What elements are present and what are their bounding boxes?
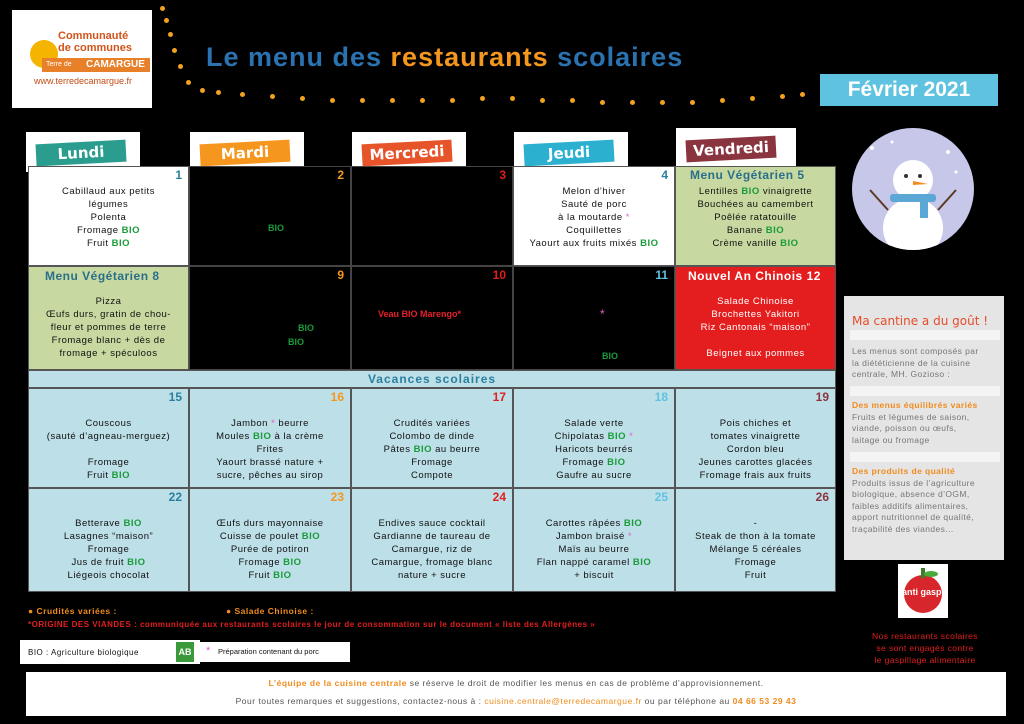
cell-fri-5: Menu Végétarien 5 Lentilles BIO vinaigrette Bouchées au camembert Poêlée ratatouille Banane BIO Crème vanille BIO: [675, 166, 836, 266]
dot: [186, 80, 191, 85]
header-lundi: Lundi: [26, 132, 140, 172]
dot: [172, 48, 177, 53]
dot: [300, 96, 305, 101]
header-mercredi: Mercredi: [352, 132, 466, 172]
snowman-icon: [852, 128, 974, 250]
legend-bio: BIO : Agriculture biologique AB: [20, 640, 200, 664]
menu-line: Salade Chinoise: [717, 296, 794, 307]
menu-line: Yaourt aux fruits mixés BIO: [529, 238, 659, 249]
logo-band: Terre de CAMARGUE: [42, 58, 150, 72]
header-vendredi: Vendredi: [676, 128, 796, 168]
cell-wed-24: 24 Endives sauce cocktail Gardianne de taureau de Camargue, riz de Camargue, fromage blanc nature + sucre: [351, 488, 513, 592]
menu-line: + biscuit: [574, 570, 614, 581]
dot: [540, 98, 545, 103]
cell-tue-16: 16 Jambon * beurre Moules BIO à la crème Frites Yaourt brassé nature + sucre, pêches au sirop: [189, 388, 351, 488]
dot: [216, 90, 221, 95]
dot: [800, 92, 805, 97]
ab-logo-icon: AB: [176, 642, 194, 662]
menu-line: Fruit BIO: [248, 570, 292, 581]
dot: [720, 98, 725, 103]
menu-line: Sauté de porc: [561, 199, 627, 210]
cell-mon-1: 1 Cabillaud aux petits légumes Polenta Fromage BIO Fruit BIO: [28, 166, 189, 266]
menu-line: Frites: [256, 444, 284, 455]
sidebar-title: Ma cantine a du goût !: [852, 314, 989, 328]
menu-line: Colombo de dinde: [389, 431, 475, 442]
menu-line: Fromage blanc + dès de: [51, 335, 166, 346]
menu-line: Camargue, riz de: [391, 544, 473, 555]
menu-line: Œufs durs mayonnaise: [216, 518, 324, 529]
anti-gaspi-logo: anti gaspi: [898, 564, 948, 618]
dot: [780, 94, 785, 99]
cell-thu-11: 11 * BIO: [513, 266, 675, 370]
cell-tue-2: 2 BIO: [189, 166, 351, 266]
menu-line: Banane BIO: [726, 225, 785, 236]
dot: [510, 96, 515, 101]
cell-thu-25: 25 Carottes râpées BIO Jambon braisé * Maïs au beurre Flan nappé caramel BIO + biscuit: [513, 488, 675, 592]
header-jeudi: Jeudi: [514, 132, 628, 172]
menu-line: Fromage frais aux fruits: [699, 470, 812, 481]
dot: [360, 98, 365, 103]
info-sidebar: [844, 296, 1004, 560]
menu-line: Steak de thon à la tomate: [695, 531, 816, 542]
menu-line: Cabillaud aux petits: [62, 186, 155, 197]
menu-line: Haricots beurrés: [555, 444, 633, 455]
email-link[interactable]: cuisine.centrale@terredecamargue.fr: [484, 696, 642, 706]
dot: [240, 92, 245, 97]
menu-line: Beignet aux pommes: [706, 348, 805, 359]
menu-line: Pâtes BIO au beurre: [383, 444, 481, 455]
dot: [480, 96, 485, 101]
menu-line: sucre, pêches au sirop: [216, 470, 324, 481]
cell-thu-4: 4 Melon d’hiver Sauté de porc à la moutarde * Coquillettes Yaourt aux fruits mixés BIO: [513, 166, 675, 266]
legend-porc: * Préparation contenant du porc: [200, 642, 350, 662]
menu-line: Fruit BIO: [86, 238, 131, 249]
menu-line: Liégeois chocolat: [67, 570, 150, 581]
dot: [160, 6, 165, 11]
logo-text: Communauté de communes: [58, 30, 132, 54]
menu-line: Polenta: [90, 212, 127, 223]
menu-line: Mélange 5 céréales: [709, 544, 802, 555]
dot: [630, 100, 635, 105]
menu-line: Lasagnes “maison”: [63, 531, 154, 542]
dot: [200, 88, 205, 93]
menu-line: Fromage BIO: [562, 457, 626, 468]
note-salade: ● Salade Chinoise :: [226, 606, 314, 616]
month-label: Février 2021: [820, 74, 998, 106]
header-mardi: Mardi: [190, 132, 304, 172]
menu-line: -: [753, 518, 758, 529]
menu-line: Compote: [410, 470, 454, 481]
menu-line: Jambon braisé *: [555, 531, 633, 542]
menu-line: Jambon * beurre: [231, 418, 309, 429]
note-crudites: ● Crudités variées :: [28, 606, 117, 616]
menu-line: fleur et pommes de terre: [50, 322, 167, 333]
cell-wed-17: 17 Crudités variées Colombo de dinde Pâtes BIO au beurre Fromage Compote: [351, 388, 513, 488]
cell-thu-18: 18 Salade verte Chipolatas BIO * Haricots beurrés Fromage BIO Gaufre au sucre: [513, 388, 675, 488]
dot: [390, 98, 395, 103]
menu-line: tomates vinaigrette: [710, 431, 801, 442]
footer: L’équipe de la cuisine centrale se réserve le droit de modifier les menus en cas de problème d’approvisionnement. Pour toutes remarques et suggestions, contactez-nous à : cuisine.centrale@terredecamargue.fr ou par téléphone au 04 66 53 29 43: [26, 672, 1006, 716]
menu-line: Gaufre au sucre: [556, 470, 632, 481]
menu-line: Carottes râpées BIO: [545, 518, 643, 529]
cell-mon-22: 22 Betterave BIO Lasagnes “maison” Fromage Jus de fruit BIO Liégeois chocolat: [28, 488, 189, 592]
cell-wed-3: 3: [351, 166, 513, 266]
dot: [168, 32, 173, 37]
cell-tue-23: 23 Œufs durs mayonnaise Cuisse de poulet BIO Purée de potiron Fromage BIO Fruit BIO: [189, 488, 351, 592]
menu-line: Fruit: [744, 570, 767, 581]
dot: [164, 18, 169, 23]
menu-line: Flan nappé caramel BIO: [536, 557, 652, 568]
menu-line: Crudités variées: [393, 418, 471, 429]
note-origine: *ORIGINE DES VIANDES : communiquée aux restaurants scolaires le jour de consommation sur le document « liste des Allergènes »: [28, 620, 596, 629]
menu-line: Fromage BIO: [238, 557, 302, 568]
sidebar-intro: Les menus sont composés par la diététicienne de la cuisine centrale, MH. Gozioso :: [852, 346, 979, 379]
dot: [660, 100, 665, 105]
cell-fri-12: Nouvel An Chinois 12 Salade Chinoise Brochettes Yakitori Riz Cantonais “maison” Beignet aux pommes: [675, 266, 836, 370]
page-title: Le menu des restaurants scolaires: [206, 42, 684, 72]
menu-line: nature + sucre: [398, 570, 466, 581]
sidebar-section-1: Des menus équilibrés variés Fruits et légumes de saison, viande, poisson ou œufs, laitage ou fromage: [852, 400, 978, 445]
menu-line: fromage + spéculoos: [59, 348, 158, 359]
menu-line: Jus de fruit BIO: [71, 557, 146, 568]
menu-line: Riz Cantonais “maison”: [700, 322, 811, 333]
vacances-banner: Vacances scolaires: [28, 370, 836, 388]
menu-line: Maïs au beurre: [558, 544, 630, 555]
menu-line: Moules BIO à la crème: [216, 431, 324, 442]
menu-line: Fromage: [87, 457, 130, 468]
menu-line: Yaourt brassé nature +: [216, 457, 324, 468]
menu-line: [676, 334, 835, 347]
menu-line: Jeunes carottes glacées: [698, 457, 813, 468]
cell-mon-15: 15 Couscous (sauté d’agneau-merguez) Fromage Fruit BIO: [28, 388, 189, 488]
cc-logo: [12, 10, 152, 108]
dot: [570, 98, 575, 103]
cell-fri-19: 19 Pois chiches et tomates vinaigrette Cordon bleu Jeunes carottes glacées Fromage frais aux fruits: [675, 388, 836, 488]
menu-line: Fromage: [411, 457, 453, 468]
menu-line: Fruit BIO: [86, 470, 131, 481]
menu-line: Brochettes Yakitori: [711, 309, 800, 320]
menu-line: Crème vanille BIO: [712, 238, 799, 249]
dot: [420, 98, 425, 103]
menu-line: Camargue, fromage blanc: [371, 557, 493, 568]
dot: [330, 98, 335, 103]
menu-line: Pizza: [95, 296, 122, 307]
menu-line: Bouchées au camembert: [697, 199, 814, 210]
cell-mon-8: Menu Végétarien 8 Pizza Œufs durs, gratin de chou- fleur et pommes de terre Fromage blanc + dès de fromage + spéculoos: [28, 266, 189, 370]
dot: [178, 64, 183, 69]
menu-line: Coquillettes: [566, 225, 622, 236]
cell-wed-10: 10 Veau BIO Marengo*: [351, 266, 513, 370]
menu-line: Betterave BIO: [75, 518, 142, 529]
menu-line: Endives sauce cocktail: [378, 518, 486, 529]
menu-line: Chipolatas BIO *: [554, 431, 634, 442]
menu-line: Lentilles BIO vinaigrette: [698, 186, 813, 197]
menu-line: Œufs durs, gratin de chou-: [46, 309, 171, 320]
cell-fri-26: 26 - Steak de thon à la tomate Mélange 5 céréales Fromage Fruit: [675, 488, 836, 592]
menu-line: Poêlée ratatouille: [714, 212, 797, 223]
dot: [750, 96, 755, 101]
menu-line: Gardianne de taureau de: [373, 531, 491, 542]
menu-line: Cuisse de poulet BIO: [219, 531, 321, 542]
menu-line: Purée de potiron: [230, 544, 310, 555]
dot: [600, 100, 605, 105]
sidebar-section-2: Des produits de qualité Produits issus de l’agriculture biologique, absence d’OGM, faibles additifs alimentaires, apport nutritionnel de qualité, traçabilité des viandes...: [852, 466, 975, 534]
cell-tue-9: 9 BIO BIO: [189, 266, 351, 370]
menu-line: Couscous: [85, 418, 132, 429]
dot: [450, 98, 455, 103]
menu-line: Melon d’hiver: [562, 186, 626, 197]
dot: [270, 94, 275, 99]
dot: [690, 100, 695, 105]
menu-line: Fromage: [87, 544, 130, 555]
menu-line: Salade verte: [564, 418, 624, 429]
menu-line: Pois chiches et: [719, 418, 792, 429]
logo-url: www.terredecamargue.fr: [34, 76, 133, 86]
menu-line: [29, 443, 188, 456]
menu-line: Cordon bleu: [726, 444, 785, 455]
menu-line: légumes: [88, 199, 129, 210]
anti-gaspi-text: Nos restaurants scolaires se sont engagés contre le gaspillage alimentaire: [872, 631, 978, 665]
menu-line: (sauté d’agneau-merguez): [46, 431, 171, 442]
menu-line: Fromage BIO: [76, 225, 141, 236]
menu-line: Fromage: [734, 557, 777, 568]
menu-line: à la moutarde *: [558, 212, 630, 223]
